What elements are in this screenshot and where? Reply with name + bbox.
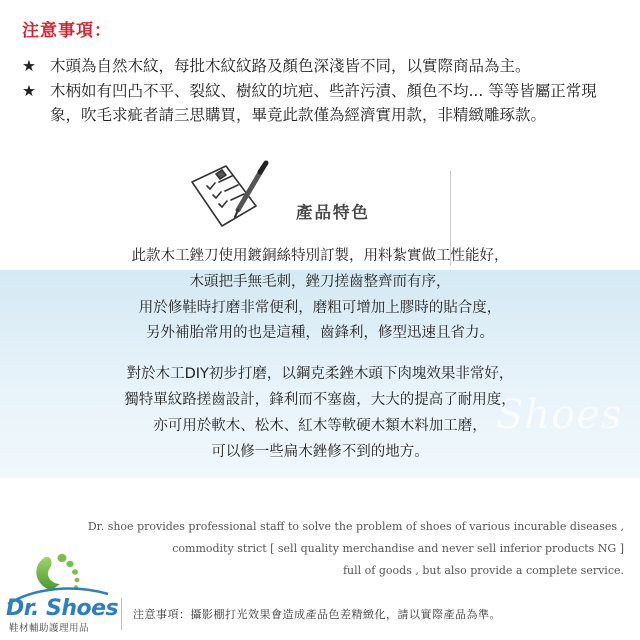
notice-item <box>22 54 622 79</box>
features-line: 另外補胎常用的也是這種，齒鋒利，修型迅速且省力。 <box>146 325 494 342</box>
features-body <box>70 244 570 465</box>
brand-subtitle: 鞋材輔助護理用品 <box>9 623 90 634</box>
features-title: 產品特色 <box>296 203 370 222</box>
footer-divider <box>121 598 122 630</box>
brand-name: Dr. Shoes <box>6 596 119 621</box>
star-icon: ★ <box>22 81 36 100</box>
english-line: full of goods , but also provide a complete service. <box>342 564 624 577</box>
features-line: 用於修鞋時打磨非常便利，磨粗可增加上膠時的貼合度， <box>138 299 502 316</box>
notice-item-text: 木柄如有凹凸不平、裂紋、樹紋的坑疤、些許污漬、顏色不均... 等等皆屬正常現象，吹毛求疵者請三思購買，畢竟此款僅為經濟實用款，非精緻雕琢款。 <box>50 81 597 124</box>
notice-item <box>22 79 622 128</box>
notice-item-text: 木頭為自然木紋，每批木紋紋路及顏色深淺皆不同，以實際商品為主。 <box>50 57 531 75</box>
notice-section <box>22 18 622 128</box>
features-line: 亦可用於軟木、松木、紅木等軟硬木類木料加工磨， <box>153 417 487 434</box>
clipboard-checklist-pen-icon <box>186 160 270 234</box>
english-line: commodity strict [ sell quality merchandise and never sell inferior products NG ] <box>172 542 624 555</box>
footer-note: 注意事項：攝影棚打光效果會造成產品色差精緻化，請以實際產品為準。 <box>133 608 501 621</box>
english-statement <box>60 516 624 582</box>
features-line: 對於木工DIY初步打磨，以鋼克柔銼木頭下肉塊效果非常好， <box>126 366 514 383</box>
notice-title: 注意事項： <box>22 21 112 41</box>
features-line: 此款木工銼刀使用鍍銅絲特別訂製，用料紮實做工性能好， <box>131 248 509 264</box>
features-line: 獨特單紋路搓齒設計，鋒利而不塞齒，大大的提高了耐用度， <box>124 391 516 408</box>
features-line: 木頭把手無毛刺，銼刀搓齒整齊而有序， <box>189 273 451 290</box>
star-icon: ★ <box>22 57 36 75</box>
shoes-watermark: Shoes <box>496 392 623 438</box>
features-line: 可以修一些扁木銼修不到的地方。 <box>211 443 429 460</box>
paragraph-gap <box>70 347 570 362</box>
english-line: Dr. shoe provides professional staff to solve the problem of shoes of various incurable diseases , <box>87 520 624 533</box>
